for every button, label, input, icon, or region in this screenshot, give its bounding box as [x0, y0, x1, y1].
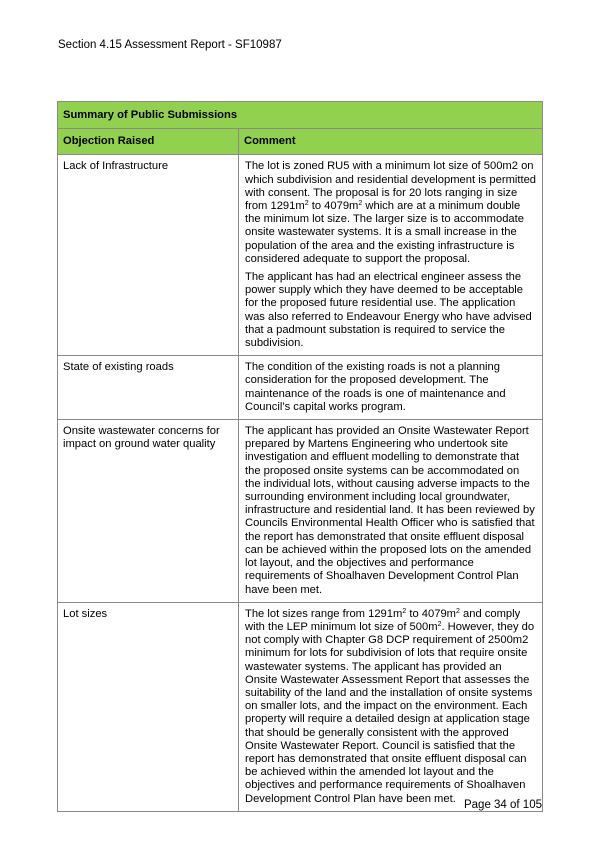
objection-cell: State of existing roads	[58, 356, 239, 420]
column-header-objection: Objection Raised	[58, 129, 239, 155]
table-row	[58, 356, 543, 420]
comment-paragraph	[245, 361, 537, 414]
objection-cell: Onsite wastewater concerns for impact on ground water quality	[58, 420, 239, 603]
comment-paragraph	[245, 160, 537, 266]
objection-cell: Lot sizes	[58, 602, 239, 811]
comment-cell	[239, 420, 543, 603]
table-row	[58, 420, 543, 603]
comment-paragraph	[245, 425, 537, 597]
column-header-comment: Comment	[239, 129, 543, 155]
comment-text: The lot is zoned RU5 with a minimum lot size of 500m2 on which subdivision and residential development is permitted with consent. The proposal is for 20 lots ranging in size from 1291m	[245, 160, 537, 213]
comment-text: The lot sizes range from 1291m	[245, 607, 403, 620]
objection-cell: Lack of Infrastructure	[58, 155, 239, 356]
superscript: 2	[304, 200, 309, 208]
superscript: 2	[358, 200, 363, 208]
page-number: Page 34 of 105	[463, 799, 542, 811]
comment-cell	[239, 602, 543, 811]
comment-text: to 4079m	[406, 607, 456, 620]
comment-paragraph	[245, 271, 537, 350]
superscript: 2	[437, 620, 442, 628]
public-submissions-table	[57, 101, 543, 812]
comment-text: The condition of the existing roads is not a planning consideration for the proposed development. The maintenance of the roads is one of maintenance and Council’s capital works program.	[245, 361, 506, 413]
comment-cell	[239, 155, 543, 356]
table-row	[58, 602, 543, 811]
comment-text: which are at a minimum double the minimum lot size. The larger size is to accommodate onsite wastewater systems. It is a small increase in the population of the area and the existing infrastructure is considered adequate to support the proposal.	[245, 200, 524, 265]
comment-text: The applicant has provided an Onsite Wastewater Report prepared by Martens Engineering who undertook site investigation and effluent modelling to demonstrate that the proposed onsite systems can be accommodated on the individual lots, without causing adverse impacts to the surrounding environment including local groundwater, infrastructure and residential land. It has been reviewed by Councils Environmental Health Officer who is satisfied that the report has demonstrated that onsite effluent disposal can be achieved within the proposed lots on the amended lot layout, and the objectives and performance requirements of Shoalhaven Development Control Plan have been met.	[245, 425, 535, 596]
comment-cell	[239, 356, 543, 420]
page-header: Section 4.15 Assessment Report - SF10987	[58, 39, 282, 51]
comment-text: and comply with the LEP minimum lot size of 500m	[245, 607, 521, 633]
table-row	[58, 155, 543, 356]
comment-paragraph	[245, 608, 537, 806]
comment-text: to 4079m	[308, 200, 359, 213]
superscript: 2	[456, 607, 460, 615]
table-title: Summary of Public Submissions	[58, 102, 543, 129]
comment-text: . However, they do not comply with Chapter G8 DCP requirement of 2500m2 minimum for lots for subdivision of lots that require onsite wastewater systems. The applicant has provided an Onsite Wastewater Assessment Report that assesses the suitability of the land and the installation of onsite systems on smaller lots, and the impact on the environment. Each property will require a detailed design at application stage that should be generally consistent with the approved Onsite Wastewater Report. Council is satisfied that the report has demonstrated that onsite effluent disposal can be achieved within the amended lot layout and the objectives and performance requirements of Shoalhaven Development Control Plan have been met.	[245, 620, 535, 805]
superscript: 2	[402, 607, 407, 615]
comment-text: The applicant has had an electrical engineer assess the power supply which they have deemed to be acceptable for the proposed future residential use. The application was also referred to Endeavour Energy who have advised that a padmount substation is required to service the subdivision.	[245, 271, 532, 350]
